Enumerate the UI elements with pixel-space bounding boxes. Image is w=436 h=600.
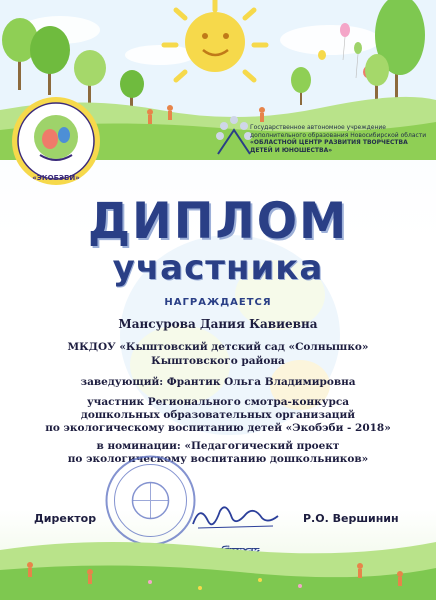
contest-logo-label: «ЭКОБЭБИ» (32, 174, 80, 182)
director-label: Директор (34, 512, 97, 525)
bottom-illustration (0, 520, 436, 600)
nomination-line-2: по экологическому воспитанию дошкольников» (67, 453, 369, 465)
org-line-1: Государственное автономное учреждение (250, 124, 386, 131)
recipient-org-line-2: Кыштовского района (151, 355, 285, 367)
organization-name (250, 124, 435, 154)
body-line-2: дошкольных образовательных организаций (80, 409, 356, 421)
body-line-3: по экологическому воспитанию детей «Экобэби - 2018» (45, 422, 391, 434)
diploma-subtitle: участника (112, 248, 324, 288)
recipient-org-line-1: МКДОУ «Кыштовский детский сад «Солнышко» (67, 341, 369, 353)
org-line-4: ДЕТЕЙ И ЮНОШЕСТВА» (250, 146, 333, 154)
org-line-3: «ОБЛАСТНОЙ ЦЕНТР РАЗВИТИЯ ТВОРЧЕСТВА (250, 139, 408, 146)
body-line-1: участник Регионального смотра-конкурса (86, 396, 350, 408)
diploma-title: ДИПЛОМ (87, 192, 349, 250)
recipient-head: заведующий: Франтик Ольга Владимировна (80, 376, 356, 388)
awarded-label: НАГРАЖДАЕТСЯ (164, 297, 272, 308)
recipient-name: Мансурова Дания Кавиевна (118, 317, 318, 331)
nomination-line-1: в номинации: «Педагогический проект (96, 440, 340, 452)
org-line-2: дополнительного образования Новосибирской области (250, 131, 427, 139)
director-name: Р.О. Вершинин (303, 512, 399, 525)
